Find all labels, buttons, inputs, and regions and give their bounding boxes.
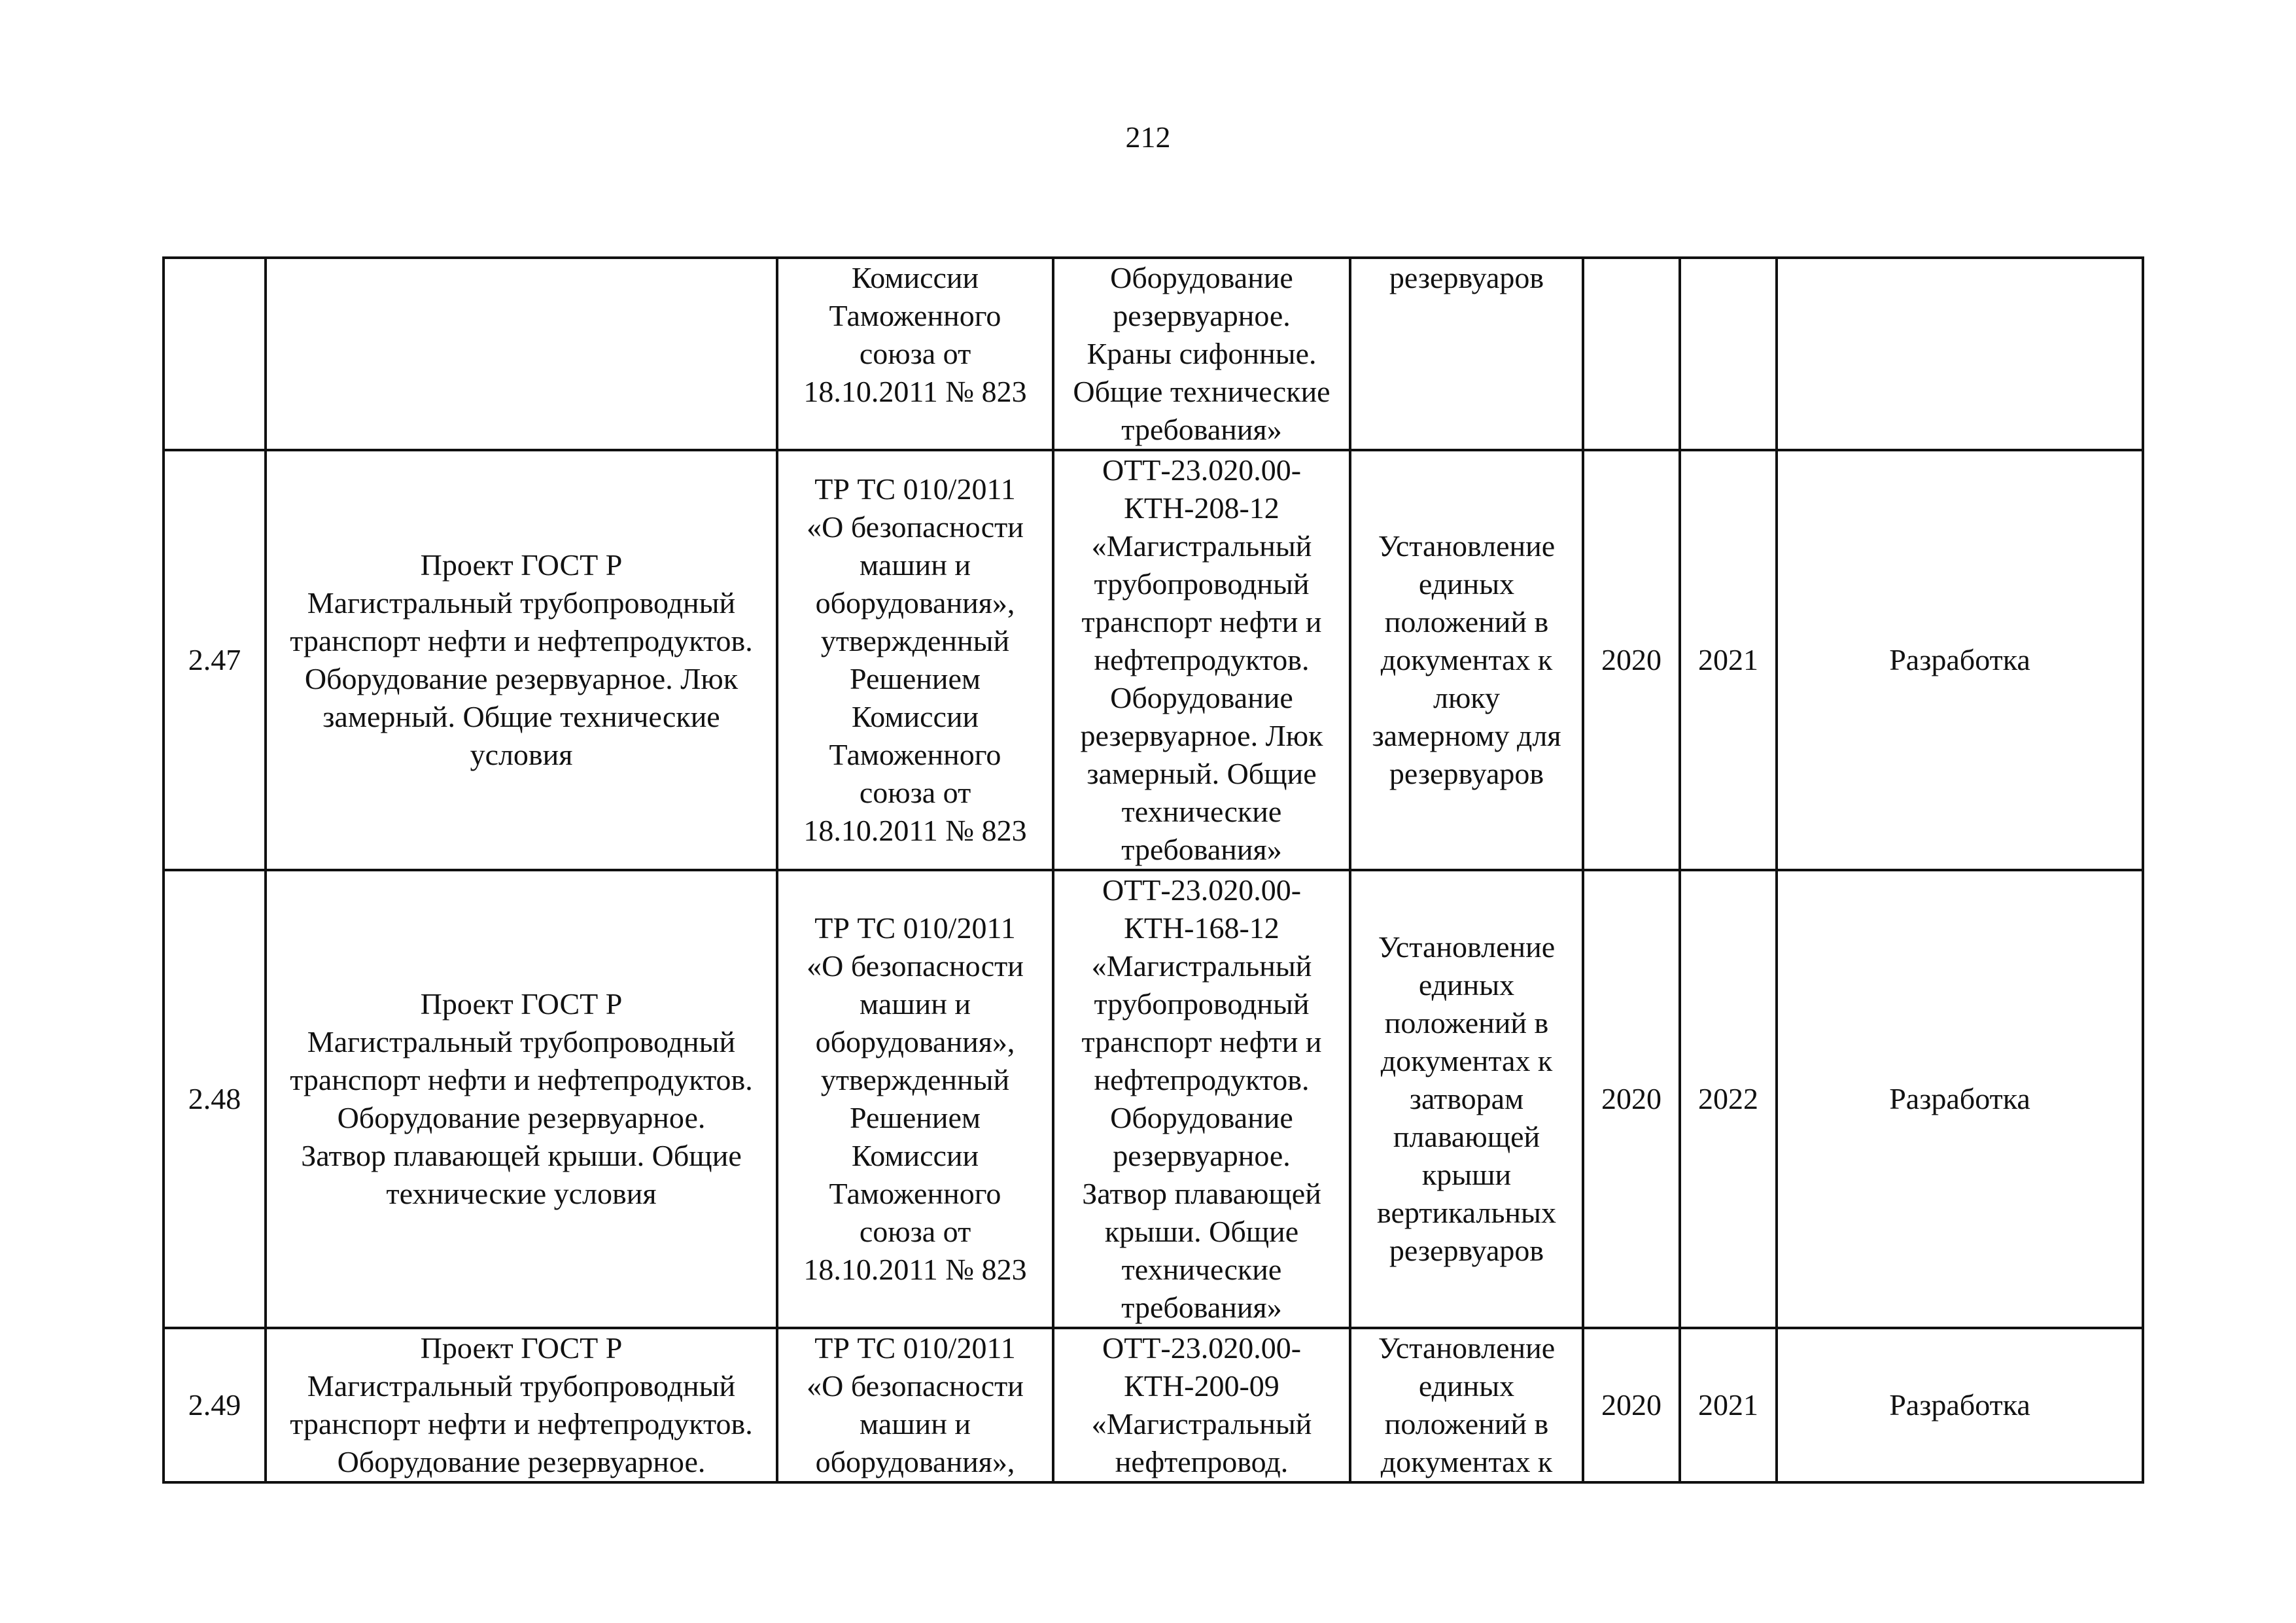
regulation-cell: Комиссии Таможенного союза от 18.10.2011 № 823 [777,258,1053,450]
item-number-cell: 2.48 [164,870,266,1328]
goal-cell: резервуаров [1350,258,1583,450]
start-year-cell [1583,258,1680,450]
stage-cell: Разработка [1777,870,2143,1328]
start-year-cell: 2020 [1583,1328,1680,1482]
start-year-cell: 2020 [1583,870,1680,1328]
project-name-cell: Проект ГОСТ Р Магистральный трубопроводный транспорт нефти и нефтепродуктов. Оборудование резервуарное. [266,1328,777,1482]
item-number-cell [164,258,266,450]
start-year-cell: 2020 [1583,450,1680,870]
project-name-cell: Проект ГОСТ Р Магистральный трубопроводный транспорт нефти и нефтепродуктов. Оборудование резервуарное. Люк замерный. Общие технические условия [266,450,777,870]
source-document-cell: ОТТ-23.020.00- КТН-168-12 «Магистральный трубопроводный транспорт нефти и нефтепродуктов. Оборудование резервуарное. Затвор плавающей крыши. Общие технические требования» [1053,870,1350,1328]
table-row [164,1328,2143,1482]
page-number: 212 [1125,120,1171,154]
end-year-cell: 2021 [1680,1328,1777,1482]
stage-cell: Разработка [1777,450,2143,870]
standards-plan-table [162,256,2144,1484]
source-document-cell: Оборудование резервуарное. Краны сифонные. Общие технические требования» [1053,258,1350,450]
regulation-cell: ТР ТС 010/2011 «О безопасности машин и оборудования», утвержденный Решением Комиссии Таможенного союза от 18.10.2011 № 823 [777,870,1053,1328]
goal-cell: Установление единых положений в документах к люку замерному для резервуаров [1350,450,1583,870]
stage-cell: Разработка [1777,1328,2143,1482]
source-document-cell: ОТТ-23.020.00- КТН-208-12 «Магистральный трубопроводный транспорт нефти и нефтепродуктов. Оборудование резервуарное. Люк замерный. Общие технические требования» [1053,450,1350,870]
item-number-cell: 2.49 [164,1328,266,1482]
end-year-cell: 2022 [1680,870,1777,1328]
table-row [164,258,2143,450]
end-year-cell [1680,258,1777,450]
regulation-cell: ТР ТС 010/2011 «О безопасности машин и оборудования», [777,1328,1053,1482]
goal-cell: Установление единых положений в документах к [1350,1328,1583,1482]
source-document-cell: ОТТ-23.020.00- КТН-200-09 «Магистральный нефтепровод. [1053,1328,1350,1482]
stage-cell [1777,258,2143,450]
end-year-cell: 2021 [1680,450,1777,870]
project-name-cell [266,258,777,450]
table-row [164,450,2143,870]
table-row [164,870,2143,1328]
item-number-cell: 2.47 [164,450,266,870]
project-name-cell: Проект ГОСТ Р Магистральный трубопроводный транспорт нефти и нефтепродуктов. Оборудование резервуарное. Затвор плавающей крыши. Общие технические условия [266,870,777,1328]
goal-cell: Установление единых положений в документах к затворам плавающей крыши вертикальных резервуаров [1350,870,1583,1328]
regulation-cell: ТР ТС 010/2011 «О безопасности машин и оборудования», утвержденный Решением Комиссии Таможенного союза от 18.10.2011 № 823 [777,450,1053,870]
